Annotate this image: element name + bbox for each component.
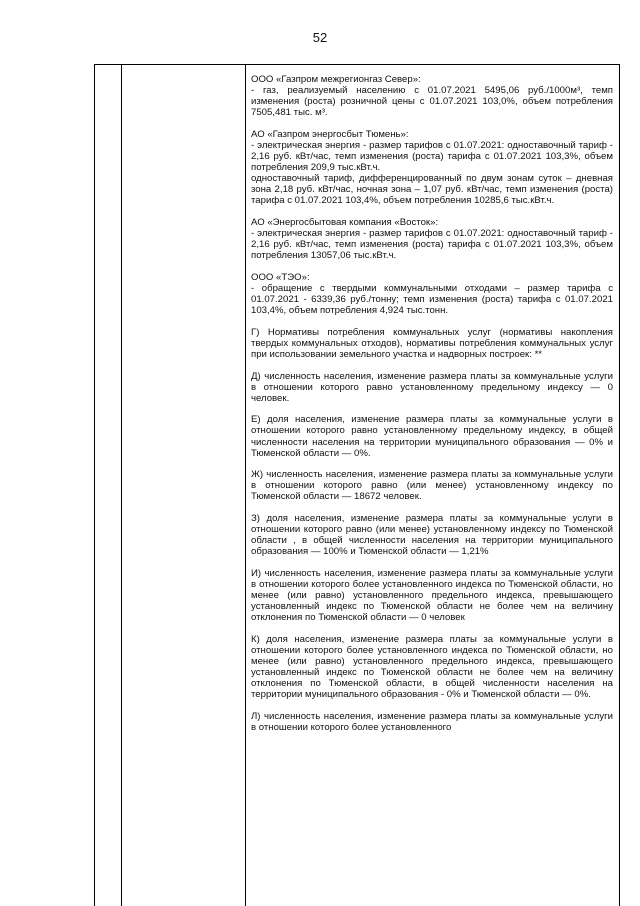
- paragraph-text: - обращение с твердыми коммунальными отходами – размер тарифа с 01.07.2021 - 6339,36 руб./тонну; темп изменения (роста) тарифа с 01.07.2021 103,4%, объем потребления 4,924 тыс.тонн.: [251, 283, 613, 317]
- org-heading: ООО «Газпром межрегионгаз Север»:: [251, 74, 421, 85]
- paragraph-text: - электрическая энергия - размер тарифов с 01.07.2021: одноставочный тариф - 2,16 руб. кВт/час, темп изменения (роста) тарифа с 01.07.2021 103,3%, объем потребления 13057,06 тыс.кВт.ч.: [251, 228, 613, 262]
- paragraph-text: одноставочный тариф, дифференцированный по двум зонам суток – дневная зона 2,18 руб. кВт/час, ночная зона – 1,07 руб. кВт/час, темп изменения (роста) тарифа с 01.07.2021 103,4%, объем потребления 10285,6 тыс.кВт.ч.: [251, 173, 613, 207]
- paragraph-zh: [251, 469, 613, 502]
- paragraph-text: Г) Нормативы потребления коммунальных услуг (нормативы накопления твердых коммунальных отходов), нормативы потребления коммунальных услуг при использовании земельного участка и надворных построек: **: [251, 326, 613, 360]
- paragraph-e: [251, 414, 613, 458]
- paragraph-text: К) доля населения, изменение размера платы за коммунальные услуги в отношении которого более установленного индекса по Тюменской области, но менее (или равно) установленного предельного индекса, превышающего установленный индекс по Тюменской области не более чем на величину отклонения по Тюменской области, в общей численности населения на территории муниципального образования - 0% и Тюменской области — 0%.: [251, 633, 613, 701]
- paragraph-l: [251, 711, 613, 733]
- paragraph-text: Л) численность населения, изменение размера платы за коммунальные услуги в отношении которого более установленного: [251, 710, 613, 733]
- paragraph-d: [251, 371, 613, 404]
- paragraph-text: И) численность населения, изменение размера платы за коммунальные услуги в отношении которого более установленного индекса по Тюменской области, но менее (или равно) установленного предельного индекса, превышающего установленный индекс по Тюменской области не более чем на величину отклонения по Тюменской области — 0 человек: [251, 567, 613, 624]
- paragraph-teo: [251, 272, 613, 316]
- paragraph-g: [251, 327, 613, 360]
- document-table: [94, 64, 620, 906]
- paragraph-text: З) доля населения, изменение размера платы за коммунальные услуги в отношении которого равно (или менее) установленному индексу по Тюменской области , в общей численности населения на территории муниципального образования — 100% и Тюменской области — 1,21%: [251, 513, 613, 558]
- column-divider-2: [245, 65, 246, 906]
- paragraph-gazprom-mezhregiongaz: [251, 74, 613, 118]
- paragraph-text: Д) численность населения, изменение размера платы за коммунальные услуги в отношении которого равно установленному предельному индексу — 0 человек.: [251, 370, 613, 404]
- paragraph-text: Ж) численность населения, изменение размера платы за коммунальные услуги в отношении которого равно (или менее) установленному индексу по Тюменской области — 18672 человек.: [251, 469, 613, 503]
- paragraph-gazprom-energosbyt: [251, 129, 613, 207]
- paragraph-text: - электрическая энергия - размер тарифов с 01.07.2021: одноставочный тариф - 2,16 руб. кВт/час, темп изменения (роста) тарифа с 01.07.2021 103,3%, объем потребления 209,9 тыс.кВт.ч.: [251, 139, 613, 174]
- paragraph-i: [251, 568, 613, 623]
- column-divider-1: [121, 65, 122, 906]
- org-heading: АО «Газпром энергосбыт Тюмень»:: [251, 128, 409, 140]
- paragraph-text: - газ, реализуемый населению с 01.07.2021 5495,06 руб./1000м³, темп изменения (роста) розничной цены с 01.07.2021 103,0%, объем потребления 7505,481 тыс. м³.: [251, 85, 613, 119]
- paragraph-vostok: [251, 217, 613, 261]
- paragraph-z: [251, 513, 613, 557]
- org-heading: АО «Энергосбытовая компания «Восток»:: [251, 217, 439, 229]
- paragraph-k: [251, 634, 613, 701]
- paragraph-text: Е) доля населения, изменение размера платы за коммунальные услуги в отношении которого равно установленному предельному индексу, в общей численности населения на территории муниципального образования — 0% и Тюменской области — 0%.: [251, 414, 613, 459]
- org-heading: ООО «ТЭО»:: [251, 271, 310, 283]
- page-number: 52: [312, 30, 328, 45]
- table-cell-content: [251, 74, 613, 744]
